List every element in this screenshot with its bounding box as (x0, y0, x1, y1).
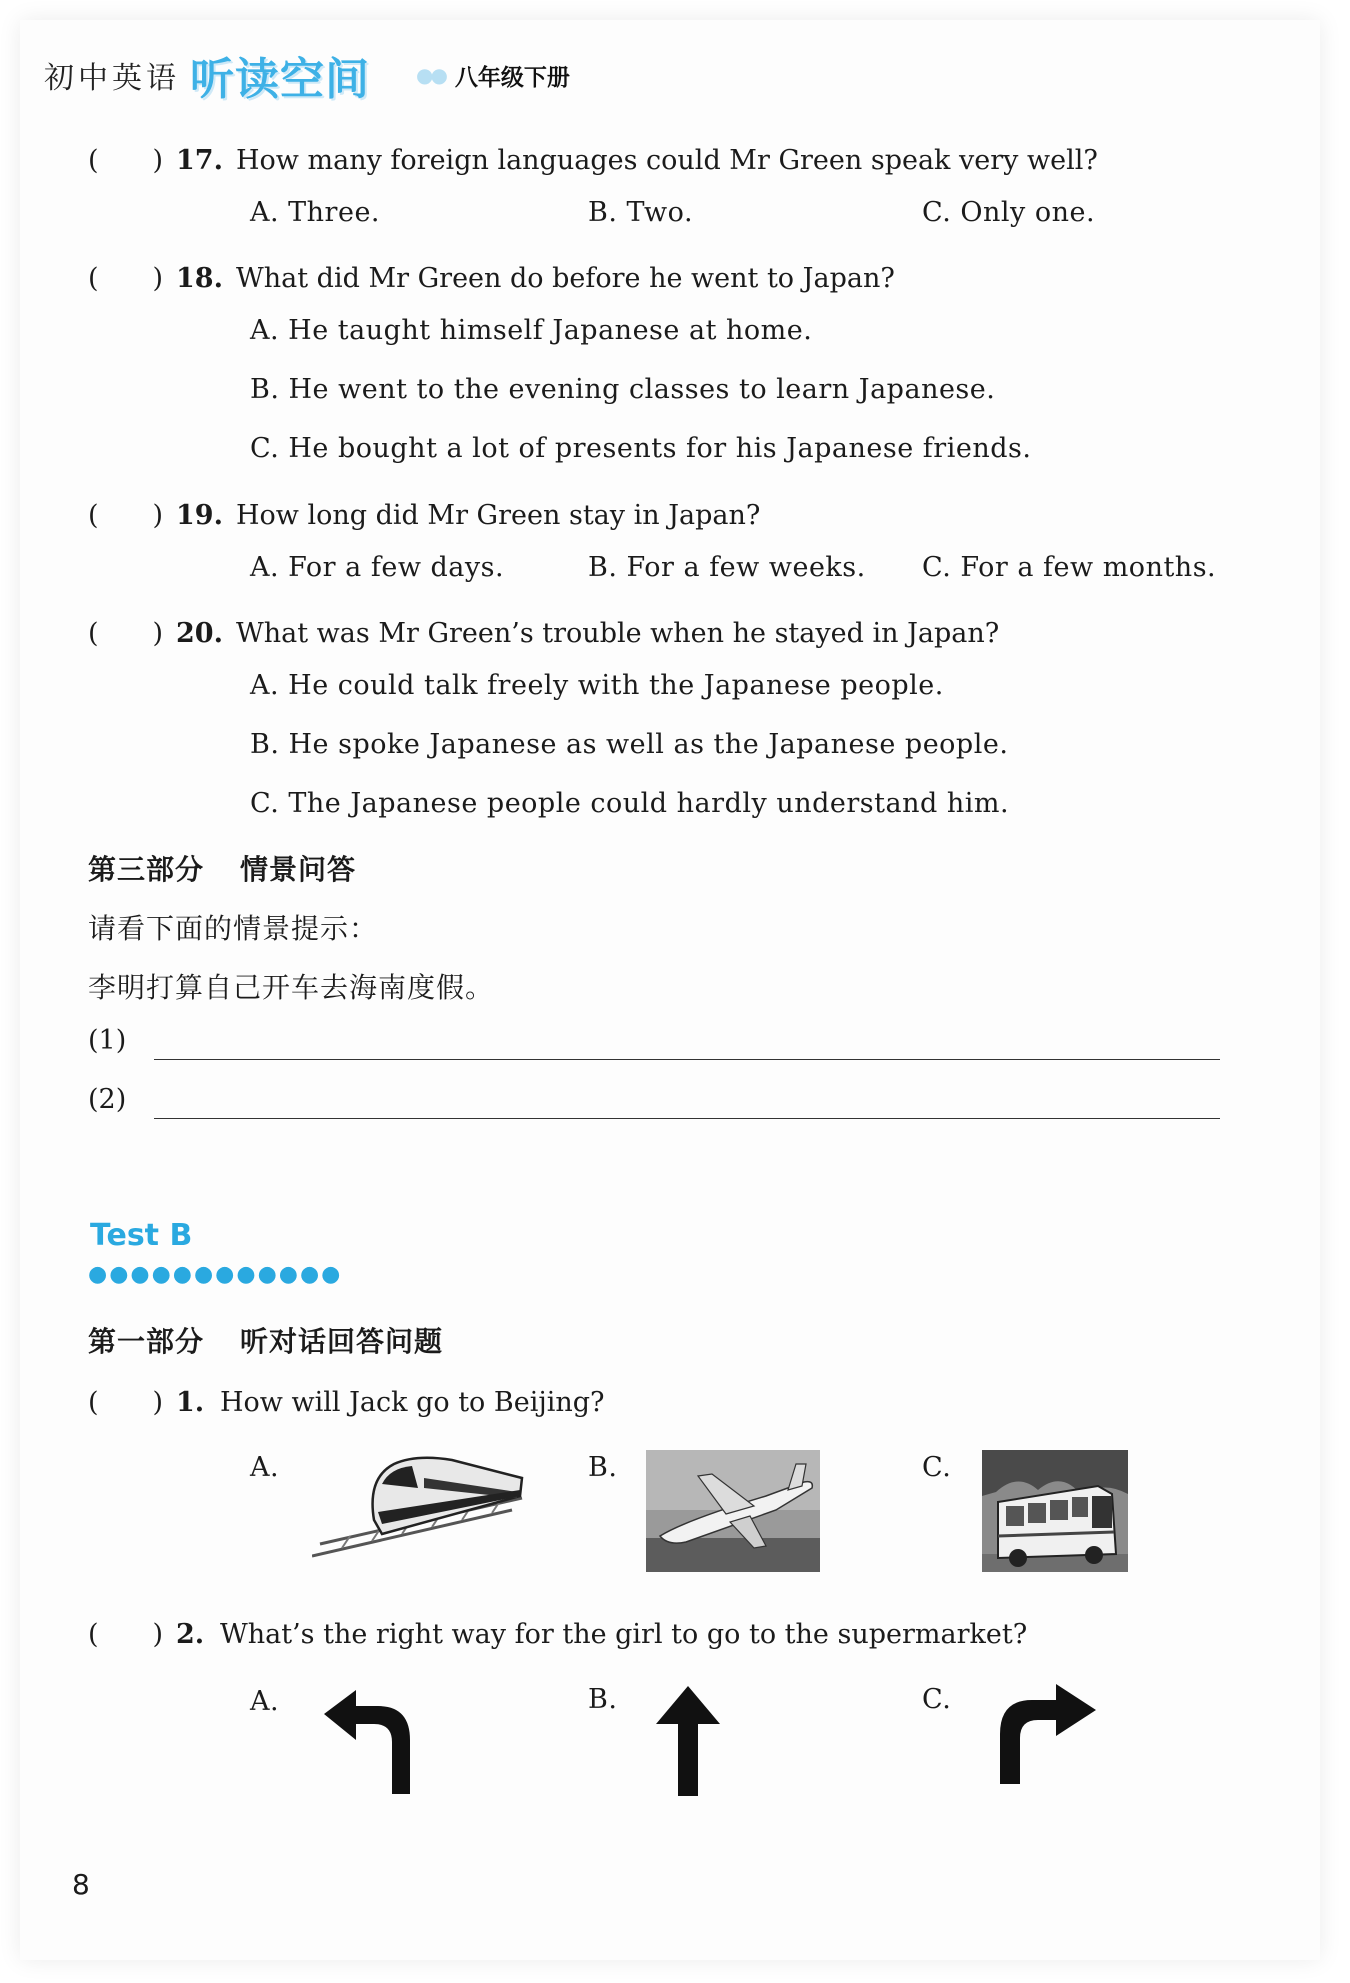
answer-blank[interactable]: ( ) (88, 263, 164, 294)
brand-logo: 听读空间 (190, 54, 370, 105)
question-1 (88, 1380, 605, 1419)
answer-blank[interactable]: ( ) (88, 618, 164, 649)
page-header (44, 40, 664, 110)
train-image[interactable] (312, 1448, 528, 1558)
turn-right-arrow-icon[interactable] (1000, 1684, 1096, 1784)
question-text: What did Mr Green do before he went to Japan? (236, 263, 895, 294)
question-20 (88, 611, 999, 650)
turn-left-arrow-icon[interactable] (320, 1690, 420, 1794)
option-c-label: C. (922, 1452, 952, 1483)
question-17 (88, 138, 1098, 177)
option-b: B. Two. (588, 197, 694, 228)
grade-label: 八年级下册 (454, 64, 570, 91)
header-dots: ●● (416, 63, 445, 87)
option-b-label: B. (588, 1452, 618, 1483)
scenario-text: 李明打算自己开车去海南度假。 (88, 971, 495, 1004)
answer-blank[interactable]: ( ) (88, 500, 164, 531)
question-number: 18. (176, 263, 223, 294)
option-c: C. Only one. (922, 197, 1096, 228)
scenario-prompt: 请看下面的情景提示： (88, 912, 379, 945)
option-a-label: A. (250, 1686, 280, 1717)
test-b-title: Test B (90, 1218, 193, 1253)
question-19 (88, 493, 760, 532)
question-number: 2. (176, 1619, 205, 1650)
option-c: C. For a few months. (922, 552, 1217, 583)
option-a: A. He could talk freely with the Japanese people. (250, 670, 944, 701)
question-text: How long did Mr Green stay in Japan? (236, 500, 761, 531)
answer-label: (1) (88, 1025, 127, 1056)
series-title: 初中英语 (44, 61, 180, 96)
option-c: C. He bought a lot of presents for his Japanese friends. (250, 433, 1032, 464)
option-a: A. For a few days. (250, 552, 505, 583)
answer-rule (154, 1118, 1220, 1119)
question-text: What was Mr Green’s trouble when he stayed in Japan? (236, 618, 1000, 649)
answer-blank[interactable]: ( ) (88, 1387, 164, 1418)
question-text: How many foreign languages could Mr Green speak very well? (236, 145, 1098, 176)
section-heading-part1 (88, 1320, 443, 1360)
page-number: 8 (72, 1868, 90, 1901)
answer-blank[interactable]: ( ) (88, 1619, 164, 1650)
question-18 (88, 256, 895, 295)
option-c: C. The Japanese people could hardly understand him. (250, 788, 1010, 819)
option-c-label: C. (922, 1684, 952, 1715)
option-a: A. He taught himself Japanese at home. (250, 315, 813, 346)
option-b-label: B. (588, 1684, 618, 1715)
question-number: 20. (176, 618, 223, 649)
section-title: 情景问答 (240, 853, 357, 886)
straight-arrow-icon[interactable] (656, 1686, 720, 1796)
section-number: 第三部分 (88, 853, 205, 886)
question-text: What’s the right way for the girl to go to the supermarket? (220, 1619, 1028, 1650)
title-dots: ●●●●●●●●●●●● (88, 1262, 343, 1287)
answer-blank[interactable]: ( ) (88, 145, 164, 176)
airplane-image[interactable] (646, 1450, 820, 1572)
answer-label: (2) (88, 1084, 127, 1115)
question-number: 19. (176, 500, 223, 531)
option-a: A. Three. (250, 197, 381, 228)
option-b: B. He went to the evening classes to learn Japanese. (250, 374, 996, 405)
bus-image[interactable] (982, 1450, 1128, 1572)
section-number: 第一部分 (88, 1325, 205, 1358)
option-a-label: A. (250, 1452, 280, 1483)
section-title: 听对话回答问题 (240, 1325, 444, 1358)
question-2 (88, 1612, 1027, 1651)
option-b: B. For a few weeks. (588, 552, 866, 583)
answer-line-1[interactable] (88, 1025, 126, 1056)
option-b: B. He spoke Japanese as well as the Japanese people. (250, 729, 1009, 760)
question-number: 17. (176, 145, 223, 176)
section-heading-part3 (88, 848, 356, 888)
answer-rule (154, 1059, 1220, 1060)
question-text: How will Jack go to Beijing? (220, 1387, 605, 1418)
question-number: 1. (176, 1387, 205, 1418)
answer-line-2[interactable] (88, 1084, 126, 1115)
